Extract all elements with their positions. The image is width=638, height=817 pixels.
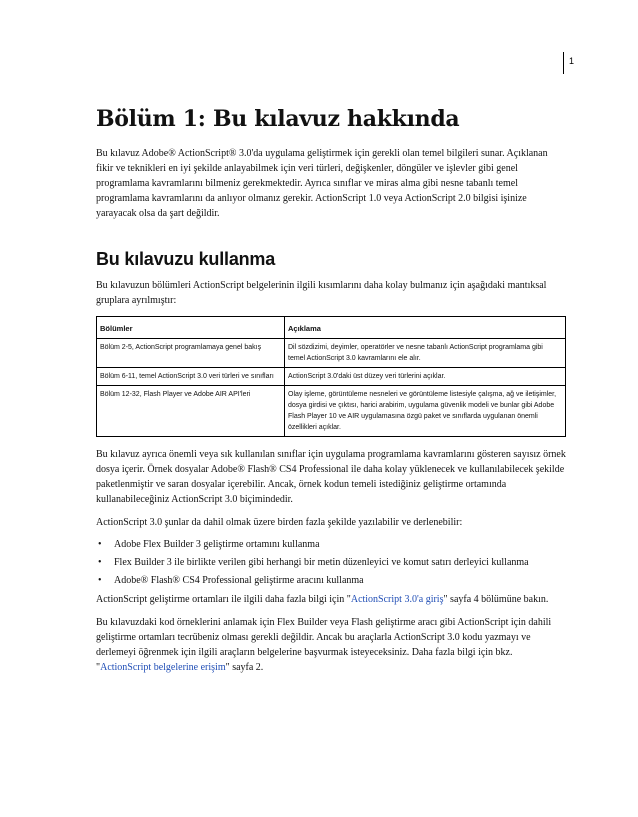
table-row: [97, 386, 566, 437]
list-item: [96, 574, 566, 588]
environments-paragraph: ActionScript 3.0 şunlar da dahil olmak üzere birden fazla şekilde yazılabilir ve derlenebilir:: [96, 517, 463, 528]
table-cell-chapters: Bölüm 12-32, Flash Player ve Adobe AIR API'leri: [97, 386, 285, 437]
last-paragraph-text-after: " sayfa 2.: [225, 662, 264, 673]
samples-paragraph: Bu kılavuz ayrıca önemli veya sık kullanılan sınıflar için uygulama programlama kavramlarını gösteren sayısız örnek dosya içerir. Örnek dosyalar Adobe® Flash® CS4 Professional ile daha kolay yüklenecek ve kullanılabilecek şekilde paketlenmiştir ve saran dosyalar içerebilir. Ancak, örnek kodun temeli istediğiniz geliştirme ortamında kullanabileceğiniz ActionScript 3.0 biçimindedir.: [96, 449, 566, 505]
list-item-text: Flex Builder 3 ile birlikte verilen gibi herhangi bir metin düzenleyici ve komut satırı derleyici kullanma: [114, 557, 529, 568]
list-item-text: Adobe® Flash® CS4 Professional geliştirme aracını kullanma: [114, 575, 364, 586]
table-cell-description: Olay işleme, görüntüleme nesneleri ve görüntüleme listesiyle çalışma, ağ ve iletişimler, dosya girdisi ve çıktısı, harici arabirim, uygulama güvenlik modeli ve bunlar gibi Adobe Flash Player 10 ve AIR uygulamasına özgü paket ve sınıflarda uygulanan önemli özellikleri açıklar.: [285, 386, 566, 437]
bullet-icon: •: [98, 575, 102, 586]
more-info-text-after: " sayfa 4 bölümüne bakın.: [443, 594, 549, 605]
more-info-paragraph: [96, 592, 566, 607]
table-cell-description: ActionScript 3.0'daki üst düzey veri türlerini açıklar.: [285, 368, 566, 386]
page-number: 1: [569, 56, 575, 66]
environments-list: [96, 538, 566, 588]
table-row: [97, 339, 566, 368]
actionscript-intro-link[interactable]: ActionScript 3.0'a giriş: [350, 594, 444, 605]
bullet-icon: •: [98, 539, 102, 550]
intro-paragraph: Bu kılavuz Adobe® ActionScript® 3.0'da uygulama geliştirmek için gerekli olan temel bilgileri sunar. Açıklanan fikir ve teknikleri en iyi şekilde anlayabilmek için veri türleri, değişkenler, döngüler ve işlevler gibi genel programlama kavramlarını bilmeniz gerekmektedir. Ayrıca sınıflar ve miras alma gibi nesne tabanlı temel programlama kavramlarını da anlıyor olmanız gerekir. ActionScript 1.0 veya ActionScript 2.0 bilgisi işinize yarayacak olsa da şart değildir.: [96, 148, 548, 219]
list-item: [96, 556, 566, 570]
section-heading: Bu kılavuzu kullanma: [96, 249, 276, 269]
bullet-icon: •: [98, 557, 102, 568]
more-info-text-before: ActionScript geliştirme ortamları ile ilgili daha fazla bilgi için ": [96, 594, 351, 605]
list-item: [96, 538, 566, 552]
page-content: [96, 106, 566, 683]
list-item-text: Adobe Flex Builder 3 geliştirme ortamını kullanma: [114, 539, 320, 550]
actionscript-docs-link[interactable]: ActionScript belgelerine erişim: [100, 662, 226, 673]
table-header-description: Açıklama: [285, 317, 566, 339]
page-number-rule: [563, 52, 564, 74]
table-cell-description: Dil sözdizimi, deyimler, operatörler ve nesne tabanlı ActionScript programlama gibi temel ActionScript 3.0 kavramlarını ele alır.: [285, 339, 566, 368]
last-paragraph: [96, 615, 566, 675]
last-paragraph-text-before: Bu kılavuzdaki kod örneklerini anlamak için Flex Builder veya Flash geliştirme aracı gibi ActionScript için dahili geliştirme ortamları tecrübeniz olması gerekli değildir. Ancak bu araçlarla ActionScript 3.0 kodu yazmayı ve derlemeyi öğrenmek için ilgili araçların belgelerine başvurmak isteyeceksiniz. Daha fazla bilgi için bkz. ": [96, 617, 552, 673]
table-row: [97, 368, 566, 386]
section-lead-paragraph: Bu kılavuzun bölümleri ActionScript belgelerinin ilgili kısımlarını daha kolay bulmanız için aşağıdaki mantıksal gruplara ayrılmıştır:: [96, 280, 547, 306]
table-header-chapters: Bölümler: [97, 317, 285, 339]
table-header-row: [97, 317, 566, 339]
chapters-table: [96, 316, 566, 437]
table-cell-chapters: Bölüm 2-5, ActionScript programlamaya genel bakış: [97, 339, 285, 368]
chapter-title: Bölüm 1: Bu kılavuz hakkında: [96, 106, 460, 132]
table-cell-chapters: Bölüm 6-11, temel ActionScript 3.0 veri türleri ve sınıfları: [97, 368, 285, 386]
